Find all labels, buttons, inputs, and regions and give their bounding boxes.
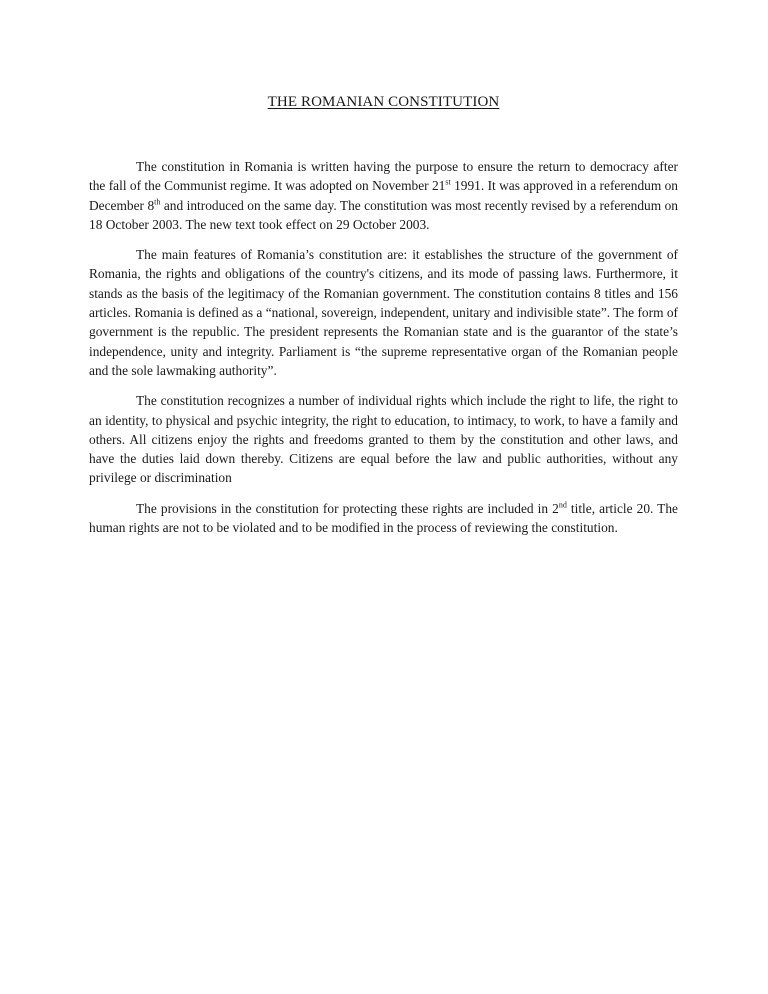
superscript-ordinal: st xyxy=(445,177,451,187)
document-body xyxy=(89,157,678,537)
paragraph-rights xyxy=(89,391,678,487)
paragraph-text: and introduced on the same day. The constitution was most recently revised by a referendum on 18 October 2003. The new text took effect on 29 October 2003. xyxy=(89,197,678,232)
paragraph-text: The main features of Romania’s constitution are: it establishes the structure of the government of Romania, the rights and obligations of the country's citizens, and its mode of passing laws. Furthermore, it stands as the basis of the legitimacy of the Romanian government. The constitution contains 8 titles and 156 articles. Romania is defined as a “national, sovereign, independent, unitary and indivisible state”. The form of government is the republic. The president represents the Romanian state and is the guarantor of the state’s independence, unity and integrity. Parliament is “the supreme representative organ of the Romanian people and the sole lawmaking authority”. xyxy=(89,247,678,378)
superscript-ordinal: th xyxy=(154,197,161,207)
paragraph-adoption xyxy=(89,157,678,234)
paragraph-features xyxy=(89,245,678,380)
document-title: THE ROMANIAN CONSTITUTION xyxy=(267,94,500,110)
paragraph-text: The provisions in the constitution for protecting these rights are included in 2 xyxy=(136,500,559,516)
superscript-ordinal: nd xyxy=(558,500,567,510)
paragraph-text: The constitution in Romania is written having the purpose to ensure the return to democracy after the fall of the Communist regime. It was adopted on November 21 xyxy=(89,159,678,194)
document-page xyxy=(89,0,678,994)
paragraph-text: 1991. It was approved in a referendum on December 8 xyxy=(89,178,678,213)
paragraph-text: The constitution recognizes a number of individual rights which include the right to life, the right to an identity, to physical and psychic integrity, the right to education, to intimacy, to work, to have a family and others. All citizens enjoy the rights and freedoms granted to them by the constitution and other laws, and have the duties laid down thereby. Citizens are equal before the law and public authorities, without any privilege or discrimination xyxy=(89,393,678,486)
paragraph-provisions xyxy=(89,499,678,538)
paragraph-text: title, article 20. The human rights are not to be violated and to be modified in the process of reviewing the constitution. xyxy=(89,500,679,536)
